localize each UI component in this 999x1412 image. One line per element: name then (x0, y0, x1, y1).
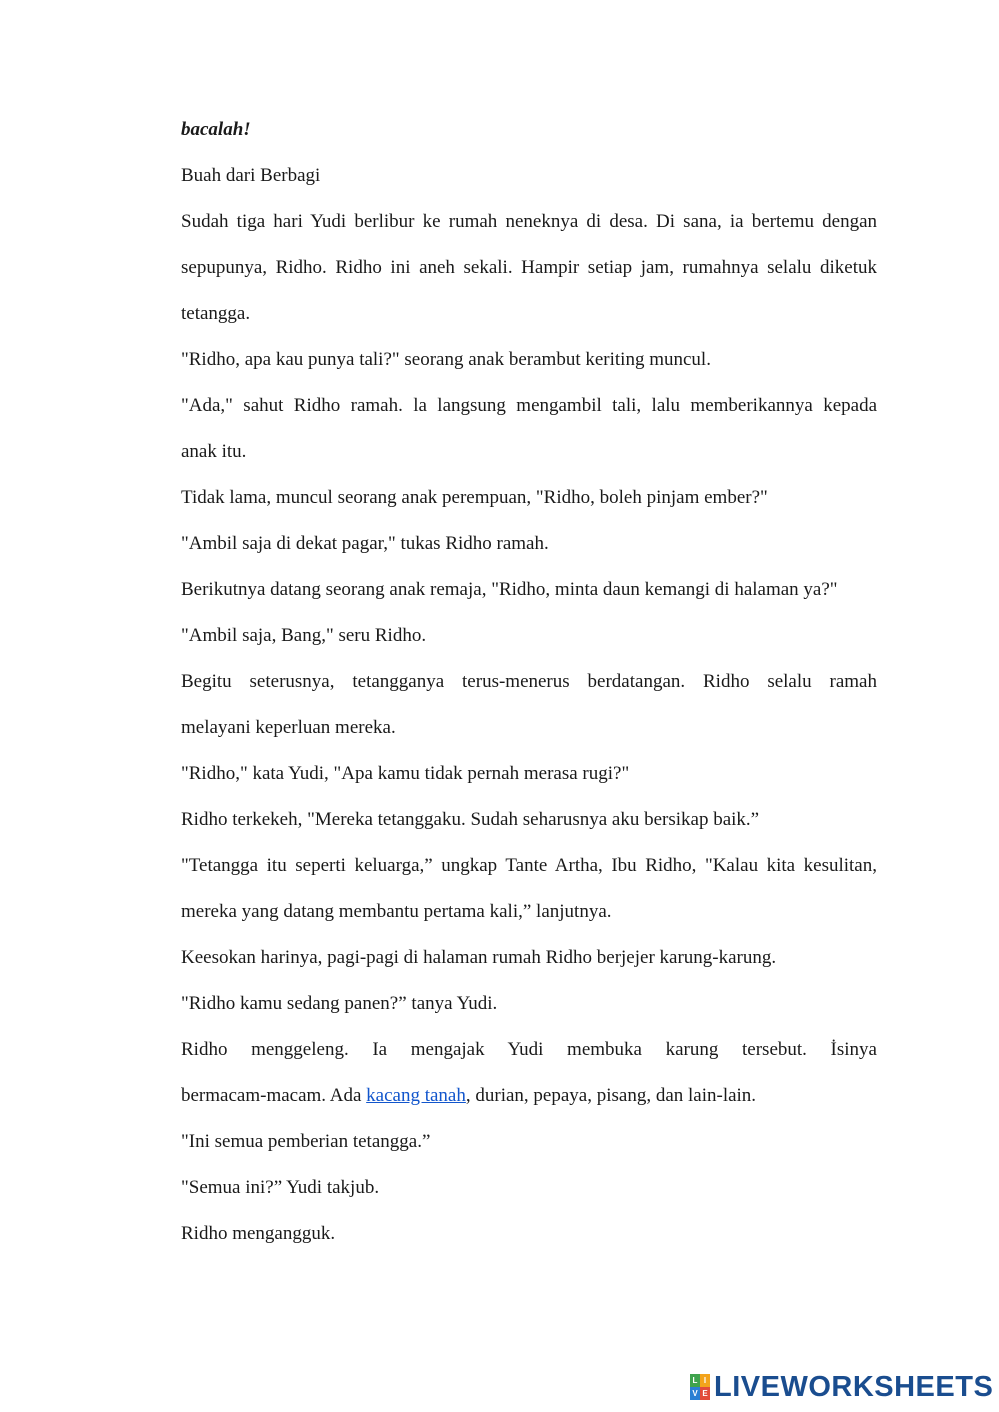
story-line: "Ambil saja, Bang," seru Ridho. (181, 625, 427, 646)
story-line: mereka yang datang membantu pertama kali,” lanjutnya. (181, 901, 612, 922)
liveworksheets-logo (690, 1372, 993, 1402)
instruction-heading: bacalah! (181, 119, 251, 140)
link-line-after: , durian, pepaya, pisang, dan lain-lain. (465, 1085, 757, 1106)
logo-mark-square: I (700, 1374, 710, 1387)
story-line: "Ambil saja di dekat pagar," tukas Ridho ramah. (181, 533, 549, 554)
logo-mark-icon (690, 1374, 710, 1400)
story-line: Begitu seterusnya, tetangganya terus-menerus berdatangan. Ridho selalu ramah (181, 671, 877, 692)
logo-text: LIVEWORKSHEETS (714, 1370, 994, 1403)
link-line-before: bermacam-macam. Ada (181, 1085, 367, 1106)
story-body (181, 164, 877, 1246)
story-line: "Ridho kamu sedang panen?” tanya Yudi. (181, 993, 498, 1014)
story-line: "Ini semua pemberian tetangga.” (181, 1131, 431, 1152)
story-line: sepupunya, Ridho. Ridho ini aneh sekali. Hampir setiap jam, rumahnya selalu diketuk (181, 257, 877, 278)
logo-mark-square: V (690, 1387, 700, 1400)
story-line: "Ridho," kata Yudi, "Apa kamu tidak pernah merasa rugi?" (181, 763, 630, 784)
story-line: Keesokan harinya, pagi-pagi di halaman rumah Ridho berjejer karung-karung. (181, 947, 777, 968)
story-line: "Tetangga itu seperti keluarga,” ungkap Tante Artha, Ibu Ridho, "Kalau kita kesulitan, (181, 855, 877, 876)
story-line: Tidak lama, muncul seorang anak perempuan, "Ridho, boleh pinjam ember?" (181, 487, 768, 508)
story-line: "Ridho, apa kau punya tali?" seorang anak berambut keriting muncul. (181, 349, 711, 370)
kacang-tanah-link[interactable]: kacang tanah (366, 1085, 466, 1106)
story-line: Ridho mengangguk. (181, 1223, 336, 1244)
story-line-with-link (181, 1084, 877, 1108)
story-line: anak itu. (181, 441, 247, 462)
logo-mark-square: E (700, 1387, 710, 1400)
story-line: Sudah tiga hari Yudi berlibur ke rumah neneknya di desa. Di sana, ia bertemu dengan (181, 211, 877, 232)
story-line: Ridho terkekeh, "Mereka tetanggaku. Sudah seharusnya aku bersikap baik.” (181, 809, 760, 830)
story-line: Ridho menggeleng. Ia mengajak Yudi membuka karung tersebut. İsinya (181, 1039, 877, 1060)
worksheet-page (181, 118, 877, 1268)
story-line: "Ada," sahut Ridho ramah. la langsung mengambil tali, lalu memberikannya kepada (181, 395, 877, 416)
story-line: tetangga. (181, 303, 251, 324)
story-line: Berikutnya datang seorang anak remaja, "Ridho, minta daun kemangi di halaman ya?" (181, 579, 838, 600)
logo-mark-square: L (690, 1374, 700, 1387)
story-line: Buah dari Berbagi (181, 165, 321, 186)
story-line: "Semua ini?” Yudi takjub. (181, 1177, 380, 1198)
story-line: melayani keperluan mereka. (181, 717, 396, 738)
